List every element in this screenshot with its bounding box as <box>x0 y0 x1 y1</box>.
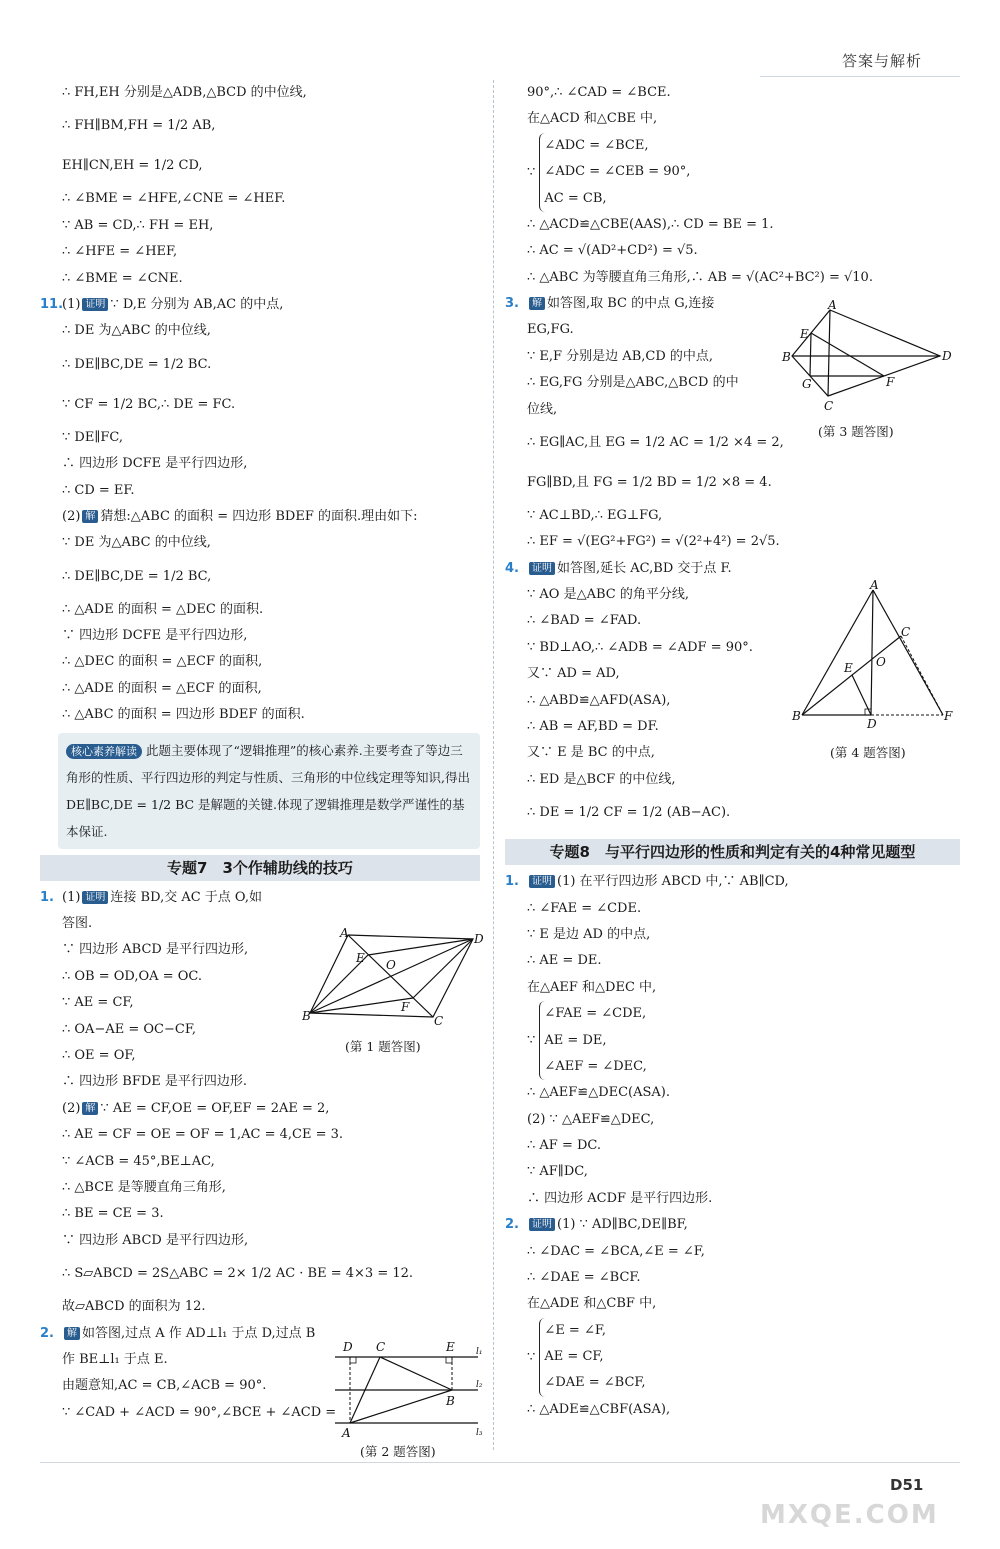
svg-text:B: B <box>782 350 791 364</box>
text-line: 猜想:△ABC 的面积 = 四边形 BDEF 的面积.理由如下: <box>100 508 418 524</box>
proof-tag: 证明 <box>529 875 555 888</box>
text-line: ∴ AE = DE. <box>527 953 602 969</box>
text-line: ∴ ∠BME = ∠HFE,∠CNE = ∠HEF. <box>62 191 286 207</box>
text-line: ∠ADC = ∠BCE, <box>544 137 649 153</box>
figure-3-quadrilateral <box>778 300 960 412</box>
text-line: ∴ △ADE≌△CBF(ASA), <box>527 1401 671 1417</box>
text-line: ∴ 四边形 ACDF 是平行四边形. <box>527 1190 713 1206</box>
text-line: 作 BE⊥l₁ 于点 E. <box>62 1351 168 1367</box>
problem-10-continuation <box>40 80 480 292</box>
problem-number: 11. <box>40 296 64 312</box>
text-line: ∴ EG∥AC,且 EG = 1/2 AC = 1/2 ×4 = 2, <box>527 434 784 450</box>
text-line: AE = DE, <box>544 1032 607 1048</box>
text-line: ∵ 四边形 ABCD 是平行四边形, <box>62 1232 249 1248</box>
svg-text:O: O <box>876 655 886 669</box>
text-line: ∴ △ACD≌△CBE(AAS),∴ CD = BE = 1. <box>527 216 774 232</box>
text-line: ∴ BE = CE = 3. <box>62 1206 164 1222</box>
text-line: ∴ S▱ABCD = 2S△ABC = 2× 1/2 AC · BE = 4×3 = 12. <box>62 1266 414 1282</box>
svg-text:F: F <box>944 709 953 723</box>
text-line: 又∵ E 是 BC 的中点, <box>527 745 655 761</box>
problem-2-continuation <box>505 80 960 291</box>
problem-number: 2. <box>40 1325 54 1341</box>
text-line: ∴ ∠BME = ∠CNE. <box>62 270 183 286</box>
section-7-title: 专题7 3个作辅助线的技巧 <box>40 855 480 881</box>
text-line: ∴ AF = DC. <box>527 1137 602 1153</box>
text-line: AC = CB, <box>544 190 607 206</box>
text-line: ∵ ∠ACB = 45°,BE⊥AC, <box>62 1153 215 1169</box>
text-line: ∵ BD⊥AO,∴ ∠ADB = ∠ADF = 90°. <box>527 639 753 655</box>
section-8-problem-1 <box>505 869 960 1212</box>
core-literacy-text: 此题主要体现了“逻辑推理”的核心素养.主要考查了等边三角形的性质、平行四边形的判定与性质、三角形的中位线定理等知识,得出 DE∥BC,DE = 1/2 BC 是解题的关键.体现了逻辑推理是数学严谨性的基本保证. <box>66 742 470 839</box>
text-line: ∴ EF = √(EG²+FG²) = √(2²+4²) = 2√5. <box>527 534 780 550</box>
text-line: ∴ EG,FG 分别是△ABC,△BCD 的中 <box>527 375 739 391</box>
svg-text:E: E <box>800 327 809 341</box>
part-label: (1) <box>62 296 81 312</box>
text-line: (1) ∵ AD∥BC,DE∥BF, <box>557 1217 688 1233</box>
problem-1-head <box>40 885 480 911</box>
text-line: 连接 BD,交 AC 于点 O,如 <box>110 889 262 905</box>
text-line: ∵ 四边形 DCFE 是平行四边形, <box>62 628 248 644</box>
brace-group <box>539 133 690 212</box>
text-line: ∴ ∠FAE = ∠CDE. <box>527 900 642 916</box>
text-line: ∴ DE∥BC,DE = 1/2 BC, <box>62 568 212 584</box>
solution-tag: 解 <box>529 297 545 310</box>
svg-text:D: D <box>474 932 484 946</box>
solution-tag: 解 <box>64 1327 80 1340</box>
text-line: AE = CF, <box>544 1349 604 1365</box>
text-line: ∴ DE∥BC,DE = 1/2 BC. <box>62 356 212 372</box>
text-line: ∵ AF∥DC, <box>527 1164 588 1180</box>
proof-tag: 证明 <box>82 298 108 311</box>
text-line: FG∥BD,且 FG = 1/2 BD = 1/2 ×8 = 4. <box>527 474 772 490</box>
svg-text:A: A <box>342 1426 351 1440</box>
text-line: ∴ ∠HFE = ∠HEF, <box>62 244 178 260</box>
svg-text:A: A <box>828 300 837 312</box>
section-8-title: 专题8 与平行四边形的性质和判定有关的4种常见题型 <box>505 839 960 865</box>
svg-text:B: B <box>446 1394 455 1408</box>
text-line: 在△ACD 和△CBE 中, <box>527 111 658 127</box>
text-line: ∴ AB = AF,BD = DF. <box>527 719 659 735</box>
svg-text:C: C <box>824 399 834 412</box>
problem-number: 2. <box>505 1217 519 1233</box>
svg-text:l₃: l₃ <box>476 1428 483 1438</box>
svg-text:F: F <box>886 375 895 389</box>
text-line: ∴ △AEF≌△DEC(ASA). <box>527 1085 671 1101</box>
problem-11-head <box>40 292 480 318</box>
brace-system <box>527 1318 960 1397</box>
svg-text:O: O <box>386 958 396 972</box>
text-line: ∴ 四边形 BFDE 是平行四边形. <box>62 1074 248 1090</box>
figure-2-lines <box>330 1335 490 1443</box>
text-line: 由题意知,AC = CB,∠ACB = 90°. <box>62 1378 267 1394</box>
section-8-problem-2 <box>505 1212 960 1423</box>
problem-number: 3. <box>505 295 519 311</box>
text-line: ∵ D,E 分别为 AB,AC 的中点, <box>110 296 284 312</box>
text-line: ∴ ED 是△BCF 的中位线, <box>527 771 676 787</box>
text-line: 答图. <box>62 916 93 932</box>
figure-4-caption: (第 4 题答图) <box>830 745 906 760</box>
text-line: ∴ 四边形 DCFE 是平行四边形, <box>62 456 248 472</box>
text-line: ∴ ∠DAC = ∠BCA,∠E = ∠F, <box>527 1243 705 1259</box>
svg-text:D: D <box>343 1340 353 1354</box>
svg-text:E: E <box>844 661 853 675</box>
because-symbol: ∵ <box>527 164 536 180</box>
text-line: ∴ OA−AE = OC−CF, <box>62 1021 196 1037</box>
text-line: ∴ DE 为△ABC 的中位线, <box>62 323 211 339</box>
because-symbol: ∵ <box>527 1033 536 1049</box>
text-line: 故▱ABCD 的面积为 12. <box>62 1299 206 1315</box>
svg-text:D: D <box>867 717 877 730</box>
svg-text:G: G <box>802 377 812 391</box>
core-literacy-box <box>58 733 480 849</box>
text-line: ∵ AB = CD,∴ FH = EH, <box>62 217 214 233</box>
left-column <box>40 80 480 1426</box>
svg-text:F: F <box>401 1000 410 1014</box>
text-line: ∴ FH∥BM,FH = 1/2 AB, <box>62 118 216 134</box>
svg-text:C: C <box>901 625 911 639</box>
text-line: ∠DAE = ∠BCF, <box>544 1375 646 1391</box>
svg-text:l₂: l₂ <box>476 1380 483 1390</box>
figure-4-triangle <box>788 580 960 730</box>
text-line: EH∥CN,EH = 1/2 CD, <box>62 158 203 174</box>
figure-1-parallelogram <box>298 925 488 1030</box>
part-2-head <box>62 1096 480 1122</box>
text-line: 位线, <box>527 401 558 417</box>
because-symbol: ∵ <box>527 1349 536 1365</box>
text-line: ∵ AE = CF, <box>62 995 134 1011</box>
brace-group <box>539 1001 646 1080</box>
text-line: ∴ △ABD≌△AFD(ASA), <box>527 692 671 708</box>
problem-2-head <box>505 1212 960 1238</box>
text-line: 如答图,过点 A 作 AD⊥l₁ 于点 D,过点 B <box>82 1325 316 1341</box>
text-line: ∵ DE∥FC, <box>62 429 123 445</box>
problem-11 <box>40 292 480 729</box>
text-line: ∴ ∠BAD = ∠FAD. <box>527 613 642 629</box>
text-line: ∵ CF = 1/2 BC,∴ DE = FC. <box>62 396 236 412</box>
watermark: MXQE.COM <box>760 1500 939 1530</box>
proof-tag: 证明 <box>82 891 108 904</box>
header-label: 答案与解析 <box>841 52 922 70</box>
core-literacy-tag: 核心素养解读 <box>66 744 142 759</box>
proof-tag: 证明 <box>529 562 555 575</box>
text-line: 如答图,延长 AC,BD 交于点 F. <box>557 560 732 576</box>
brace-system <box>527 133 960 212</box>
svg-text:A: A <box>340 926 349 940</box>
text-line: 又∵ AD = AD, <box>527 666 620 682</box>
svg-text:l₁: l₁ <box>476 1347 483 1357</box>
svg-text:A: A <box>870 580 879 592</box>
part-2-head <box>62 504 480 530</box>
text-line: ∴ △ABC 的面积 = 四边形 BDEF 的面积. <box>62 707 305 723</box>
text-line: ∴ △ADE 的面积 = △ECF 的面积, <box>62 680 262 696</box>
text-line: ∵ AC⊥BD,∴ EG⊥FG, <box>527 507 663 523</box>
figure-2-caption: (第 2 题答图) <box>360 1444 436 1459</box>
header-rule <box>760 76 960 77</box>
text-line: ∵ E,F 分别是边 AB,CD 的中点, <box>527 348 714 364</box>
text-line: ∠E = ∠F, <box>544 1322 606 1338</box>
svg-text:E: E <box>356 951 365 965</box>
text-line: ∴ △BCE 是等腰直角三角形, <box>62 1179 226 1195</box>
column-divider <box>493 80 494 1450</box>
brace-group <box>539 1318 645 1397</box>
text-line: ∠AEF = ∠DEC, <box>544 1058 647 1074</box>
text-line: 如答图,取 BC 的中点 G,连接 <box>547 295 715 311</box>
page-number: D51 <box>890 1476 924 1494</box>
problem-4-head <box>505 556 960 582</box>
text-line: ∵ 四边形 ABCD 是平行四边形, <box>62 942 249 958</box>
brace-system <box>527 1001 960 1080</box>
text-line: ∵ ∠CAD + ∠ACD = 90°,∠BCE + ∠ACD = <box>62 1404 337 1420</box>
problem-1-head <box>505 869 960 895</box>
svg-text:D: D <box>942 349 952 363</box>
text-line: ∴ ∠DAE = ∠BCF. <box>527 1269 641 1285</box>
text-line: ∴ △DEC 的面积 = △ECF 的面积, <box>62 654 263 670</box>
text-line: ∵ AE = CF,OE = OF,EF = 2AE = 2, <box>100 1100 330 1116</box>
part-label: (1) <box>62 889 81 905</box>
text-line: ∴ CD = EF. <box>62 482 135 498</box>
problem-number: 4. <box>505 560 519 576</box>
text-line: ∵ DE 为△ABC 的中位线, <box>62 535 211 551</box>
text-line: ∠ADC = ∠CEB = 90°, <box>544 164 691 180</box>
problem-number: 1. <box>505 874 519 890</box>
problem-number: 1. <box>40 889 54 905</box>
text-line: 在△ADE 和△CBF 中, <box>527 1296 657 1312</box>
text-line: ∠FAE = ∠CDE, <box>544 1006 647 1022</box>
text-line: ∴ AE = CF = OE = OF = 1,AC = 4,CE = 3. <box>62 1127 343 1143</box>
svg-text:E: E <box>446 1340 455 1354</box>
figure-1-caption: (第 1 题答图) <box>345 1039 421 1054</box>
text-line: 90°,∴ ∠CAD = ∠BCE. <box>527 85 671 100</box>
text-line: ∴ AC = √(AD²+CD²) = √5. <box>527 243 698 259</box>
text-line: 在△AEF 和△DEC 中, <box>527 979 657 995</box>
svg-text:B: B <box>792 709 801 723</box>
svg-text:C: C <box>434 1014 444 1028</box>
solution-tag: 解 <box>82 1102 98 1115</box>
text-line: ∴ DE = 1/2 CF = 1/2 (AB−AC). <box>527 805 731 821</box>
solution-tag: 解 <box>82 510 98 523</box>
text-line: ∵ AO 是△ABC 的角平分线, <box>527 587 689 603</box>
text-line: (1) 在平行四边形 ABCD 中,∵ AB∥CD, <box>557 874 789 890</box>
text-line: ∴ OE = OF, <box>62 1047 136 1063</box>
text-line: ∴ FH,EH 分别是△ADB,△BCD 的中位线, <box>62 85 307 100</box>
proof-tag: 证明 <box>529 1218 555 1231</box>
text-line: ∴ OB = OD,OA = OC. <box>62 968 202 984</box>
svg-text:C: C <box>376 1340 386 1354</box>
text-line: ∴ △ADE 的面积 = △DEC 的面积. <box>62 601 264 617</box>
figure-3-caption: (第 3 题答图) <box>818 424 894 439</box>
text-line: ∴ △ABC 为等腰直角三角形,∴ AB = √(AC²+BC²) = √10. <box>527 269 873 285</box>
text-line: (2) ∵ △AEF≌△DEC, <box>527 1111 655 1127</box>
part-label: (2) <box>62 1100 81 1116</box>
text-line: EG,FG. <box>527 322 574 338</box>
text-line: ∵ E 是边 AD 的中点, <box>527 926 651 942</box>
svg-text:B: B <box>302 1009 311 1023</box>
part-label: (2) <box>62 508 81 524</box>
footer-rule <box>40 1462 960 1463</box>
